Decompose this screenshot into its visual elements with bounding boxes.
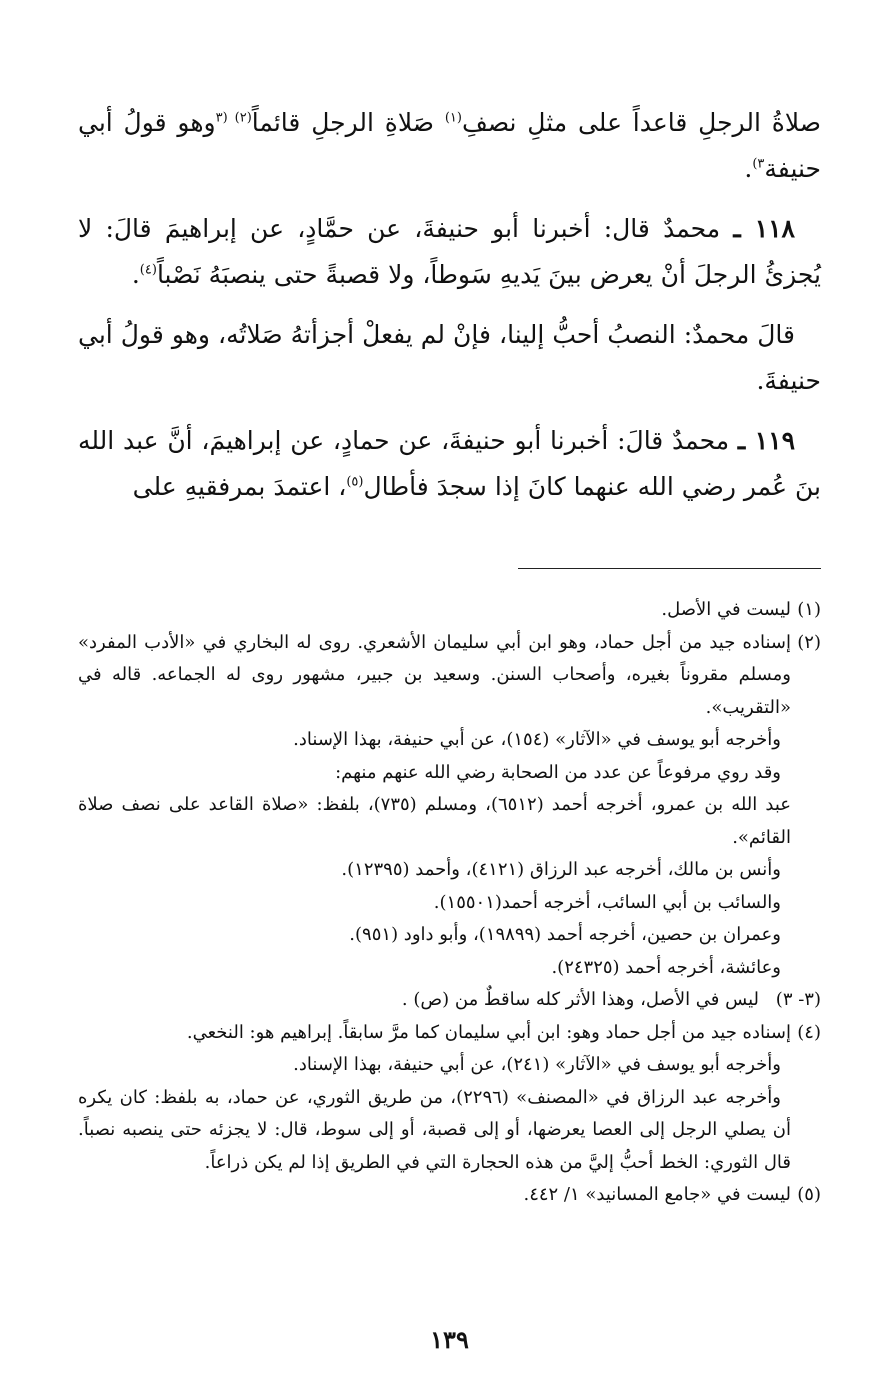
footnote-2-continuation [78,724,821,757]
footnote-2-continuation [78,757,821,790]
footnote-number: (١) [797,599,821,620]
text: . [131,260,140,289]
footnote-4 [78,1017,821,1050]
footnote-text: وأخرجه أبو يوسف في «الآثار» (٢٤١)، عن أبي حنيفة، بهذا الإسناد. [293,1054,781,1075]
footnote-text: ليست في «جامع المسانيد» ١/ ٤٤٢. [523,1184,791,1205]
footnote-2-continuation [78,854,821,887]
text: محمدٌ قال: أخبرنا أبو حنيفةَ، عن حمَّادٍ، عن إبراهيمَ قالَ: لا يُجزئُ الرجلَ أنْ يعرض بينَ يَديهِ سَوطاً، ولا قصبةً حتى ينصبَهُ نَصْباً [78,214,821,289]
book-page [78,0,821,1387]
text: . [744,154,753,183]
footnote-ref-4[interactable]: (٤) [139,262,157,278]
footnote-text: وأنس بن مالك، أخرجه عبد الرزاق (٤١٢١)، وأحمد (١٢٣٩٥). [341,859,781,880]
footnote-text: عبد الله بن عمرو، أخرجه أحمد (٦٥١٢)، ومسلم (٧٣٥)، بلفظ: «صلاة القاعد على نصف صلاة القائم». [78,794,791,848]
footnote-5 [78,1179,821,1212]
text: صلاةُ الرجلِ قاعداً على مثلِ نصفِ [461,108,821,137]
footnote-text: وأخرجه عبد الرزاق في «المصنف» (٢٢٩٦)، من طريق الثوري، عن حماد، به بلفظ: كان يكره أن يصلي الرجل إلى العصا يعرضها، أو إلى قصبة، أو إلى سوط، قال: لا يجزئه حتى ينصبه نصباً. قال الثوري: الخط أحبُّ إليَّ من هذه الحجارة التي في الطريق إذا لم يكن ذراعاً. [78,1086,791,1173]
footnote-ref-3-open[interactable]: (٣ [215,110,235,126]
footnote-number: (٤) [797,1021,821,1043]
footnote-ref-3-close[interactable]: ٣) [752,156,765,172]
paragraph-commentary [78,312,821,404]
text: وهو قولُ أبي حنيفة [78,108,821,183]
paragraph-118 [78,206,821,298]
footnote-ref-5[interactable]: (٥) [346,474,364,490]
footnote-text: وعائشة، أخرجه أحمد (٢٤٣٢٥). [551,956,781,978]
footnote-4-continuation [78,1049,821,1082]
page-number: ١٣٩ [430,1325,469,1354]
footnote-text: إسناده جيد من أجل حماد وهو: ابن أبي سليمان كما مرَّ سابقاً. إبراهيم هو: النخعي. [186,1021,791,1043]
footnote-text: وقد روي مرفوعاً عن عدد من الصحابة رضي الله عنهم منهم: [335,761,781,783]
footnote-text: ليست في الأصل. [661,599,791,620]
footnote-number: (٣- ٣) [775,989,821,1010]
footnote-4-continuation [78,1082,821,1180]
footnote-2-continuation [78,919,821,952]
text: محمدٌ قالَ: أخبرنا أبو حنيفةَ، عن حمادٍ، عن إبراهيمَ، أنَّ عبد الله بنَ عُمر رضي الله عنهما كانَ إذا سجدَ فأطال [78,426,821,501]
footnote-text: إسناده جيد من أجل حماد، وهو ابن أبي سليمان الأشعري. روى له البخاري في «الأدب المفرد» ومسلم مقروناً بغيره، وأصحاب السنن. وسعيد بن جبير، مشهور روى له الجماعه. قاله في «التقريب». [78,631,791,718]
footnote-2-continuation [78,952,821,985]
paragraph-1 [78,100,821,192]
footnote-2 [78,627,821,725]
hadith-number-119: ١١٩ ـ [737,426,796,455]
footnote-2-continuation [78,789,821,854]
footnote-number: (٥) [797,1184,821,1205]
footnote-ref-1[interactable]: (١) [444,110,462,126]
footnote-ref-2[interactable]: (٢) [234,110,252,126]
footnote-number: (٢) [797,631,821,653]
text: قالَ محمدٌ: النصبُ أحبُّ إلينا، فإنْ لم يفعلْ أجزأتهُ صَلاتُه، وهو قولُ أبي حنيفةَ. [78,320,821,395]
footnote-2-continuation [78,887,821,920]
hadith-number-118: ١١٨ ـ [733,214,795,243]
footnote-divider [518,568,821,569]
footnote-text: ليس في الأصل، وهذا الأثر كله ساقطٌ من (ص) . [401,989,759,1010]
footnote-3 [78,984,821,1017]
text: صَلاةِ الرجلِ قائماً [251,108,445,137]
footnote-text: وعمران بن حصين، أخرجه أحمد (١٩٨٩٩)، وأبو داود (٩٥١). [349,924,781,945]
paragraph-119 [78,418,821,510]
footnote-text: والسائب بن أبي السائب، أخرجه أحمد(١٥٥٠١). [433,891,781,913]
main-text [78,100,821,526]
footnote-1 [78,594,821,627]
footnote-text: وأخرجه أبو يوسف في «الآثار» (١٥٤)، عن أبي حنيفة، بهذا الإسناد. [293,729,781,750]
footnotes [78,594,821,1212]
text: ، اعتمدَ بمرفقيهِ على [132,472,347,501]
